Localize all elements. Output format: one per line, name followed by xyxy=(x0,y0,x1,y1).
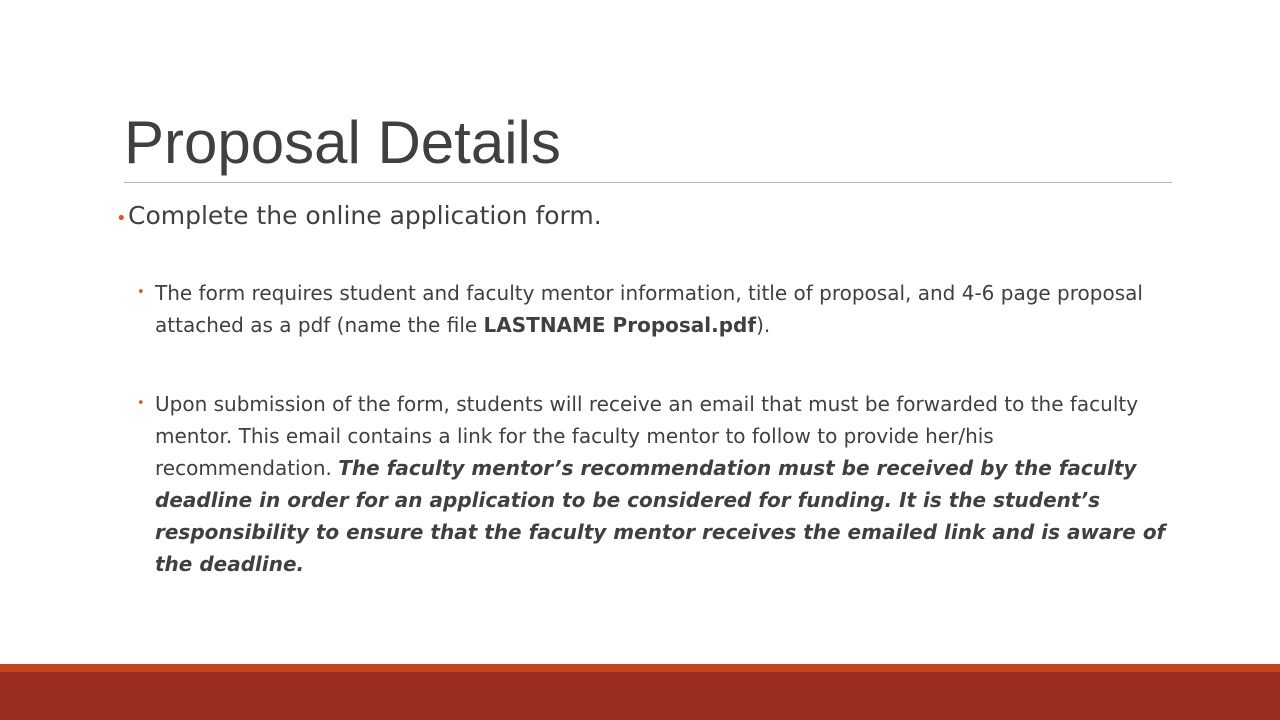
bullet-text: Complete the online application form. xyxy=(128,201,602,230)
title-divider xyxy=(124,182,1172,183)
footer-bar xyxy=(0,672,1280,720)
bullet-complete-form xyxy=(116,198,1166,237)
bullet-dot-icon: • xyxy=(137,285,145,300)
deadline-emphasis: The faculty mentor’s recommendation must be received by the faculty deadline in order for an application to be considered for funding. It is the student’s responsibility to ensure that the faculty mentor receives the emailed link and is aware of the deadline. xyxy=(155,456,1166,576)
sub-bullet-text xyxy=(155,388,1167,580)
bullet-dot-icon: • xyxy=(116,208,127,229)
slide-title: Proposal Details xyxy=(124,109,561,176)
sub-bullet-text xyxy=(155,277,1167,341)
requirements-text: The form requires student and faculty mentor information, title of proposal, and 4-6 page proposal attached as a pdf (name the file xyxy=(155,281,1143,337)
sub-bullet-form-requirements xyxy=(137,277,1167,341)
submission-text: Upon submission of the form, students will receive an email that must be forwarded to the faculty mentor. This email contains a link for the faculty mentor to follow to provide her/his recommendation. xyxy=(155,392,1139,480)
filename-text: LASTNAME Proposal.pdf xyxy=(483,313,757,337)
requirements-tail: ). xyxy=(756,313,771,337)
bullet-dot-icon: • xyxy=(137,396,145,411)
sub-bullet-submission xyxy=(137,388,1167,580)
footer-accent-stripe xyxy=(0,664,1280,672)
